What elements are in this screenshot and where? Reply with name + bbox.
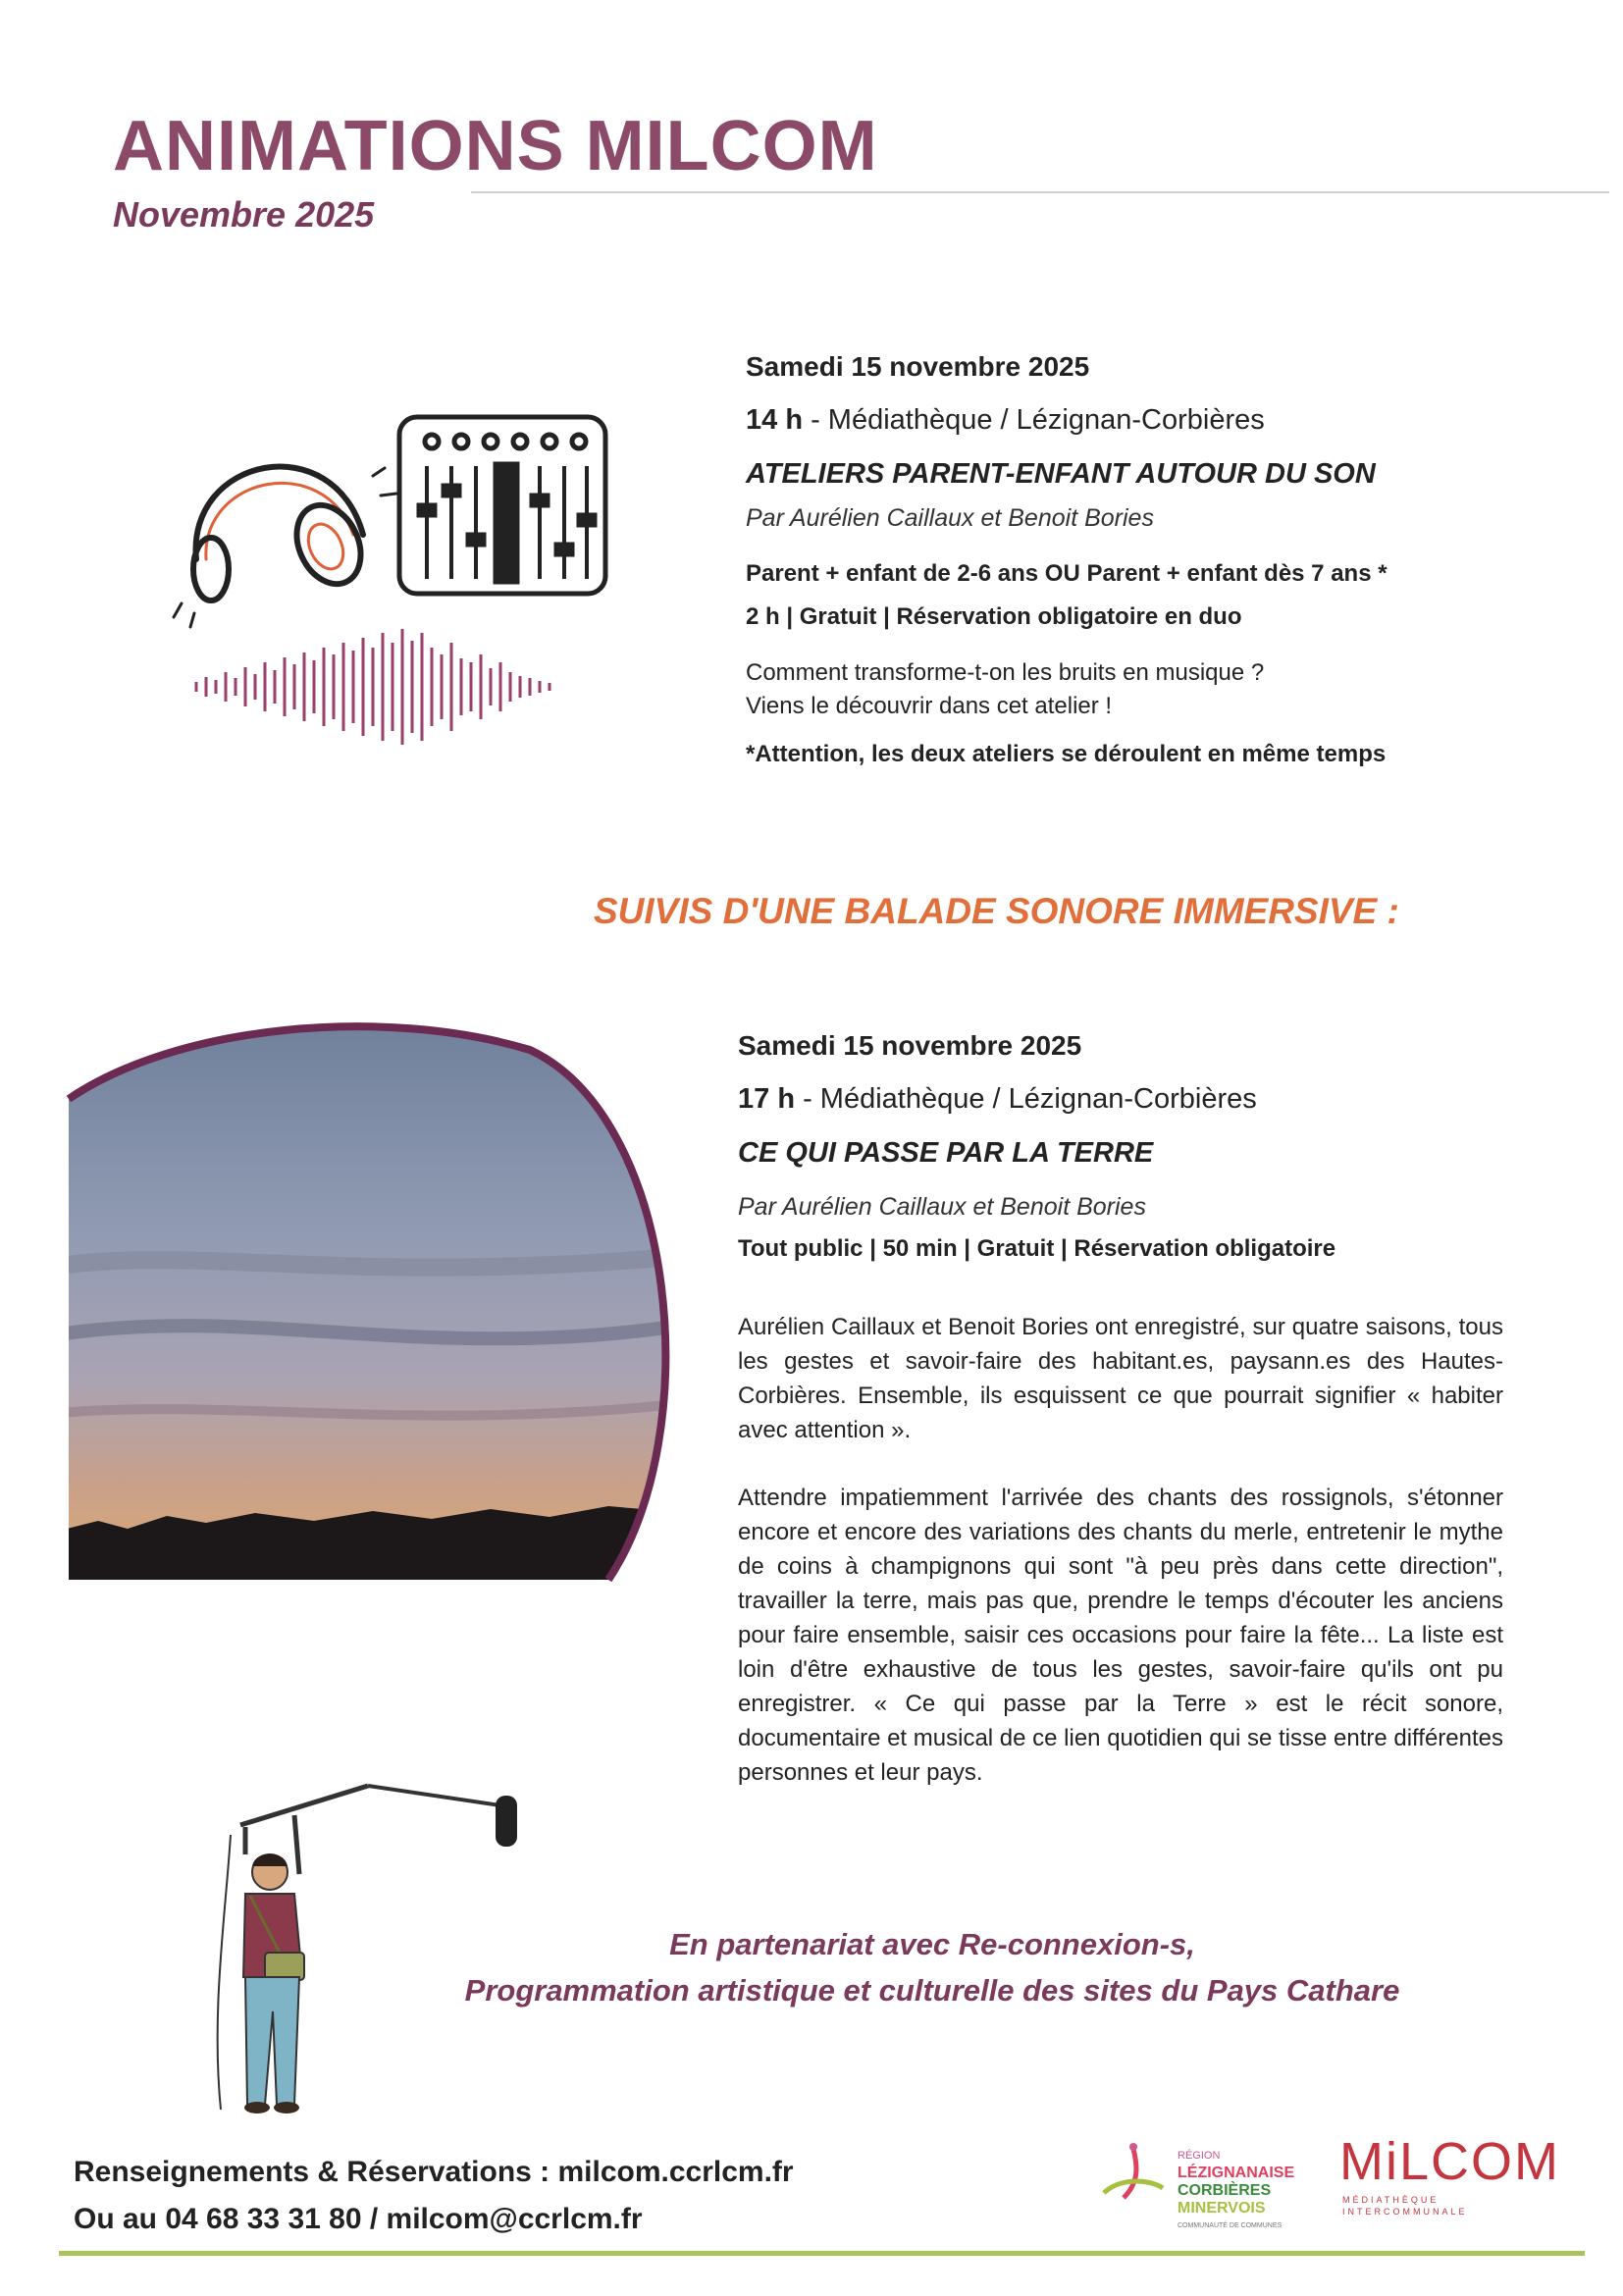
- milcom-sub-1: MÉDIATHÈQUE: [1342, 2195, 1440, 2205]
- event-2: [738, 1030, 1503, 1790]
- event-2-details: Tout public | 50 min | Gratuit | Réservation obligatoire: [738, 1235, 1336, 1262]
- section-heading: SUIVIS D'UNE BALADE SONORE IMMERSIVE :: [594, 891, 1399, 931]
- sound-illustration: [167, 397, 638, 751]
- event-1-place: - Médiathèque / Lézignan-Corbières: [803, 404, 1265, 436]
- event-1-note: *Attention, les deux ateliers se déroulent en même temps: [746, 741, 1387, 767]
- region-minervois: MINERVOIS: [1178, 2200, 1266, 2217]
- event-2-paragraph-1: Aurélien Caillaux et Benoit Bories ont enregistré, sur quatre saisons, tous les gestes et savoir-faire des habitant.es, paysann.es des Hautes-Corbières. Ensemble, ils esquissent ce que pourrait signifier « habiter avec attention ».: [738, 1314, 1503, 1443]
- footer-divider: [59, 2251, 1585, 2256]
- sunset-photo: [59, 1011, 687, 1619]
- page-subtitle: Novembre 2025: [113, 194, 375, 235]
- partnership-line-1: En partenariat avec Re-connexion-s,: [669, 1927, 1195, 1961]
- header-divider: [471, 191, 1609, 193]
- contact-info: [74, 2149, 794, 2243]
- milcom-logo: MiLCOM: [1339, 2132, 1560, 2191]
- headphones-icon: [174, 467, 396, 627]
- event-2-time-place: [738, 1083, 1503, 1116]
- event-1: [746, 351, 1492, 768]
- event-2-place: - Médiathèque / Lézignan-Corbières: [795, 1083, 1257, 1115]
- event-1-date: Samedi 15 novembre 2025: [746, 351, 1090, 382]
- milcom-sub-2: INTERCOMMUNALE: [1342, 2207, 1468, 2217]
- region-label: RÉGION: [1178, 2150, 1221, 2162]
- boom-microphone-icon: [240, 1786, 517, 1847]
- event-2-date: Samedi 15 novembre 2025: [738, 1030, 1082, 1061]
- event-1-time: 14 h: [746, 404, 804, 436]
- waveform-icon: [196, 629, 550, 745]
- event-1-desc-line-1: Comment transforme-t-on les bruits en musique ?: [746, 659, 1265, 686]
- contact-line-2: Ou au 04 68 33 31 80 / milcom@ccrlcm.fr: [74, 2203, 643, 2235]
- contact-line-1: Renseignements & Réservations : milcom.ccrlcm.fr: [74, 2156, 794, 2188]
- region-communaute: COMMUNAUTÉ DE COMMUNES: [1178, 2222, 1283, 2229]
- mixer-icon: [399, 417, 605, 594]
- event-1-description: [746, 656, 1492, 723]
- event-1-desc-line-2: Viens le découvrir dans cet atelier !: [746, 693, 1113, 719]
- region-corbieres: CORBIÈRES: [1178, 2182, 1272, 2199]
- partnership-line-2: Programmation artistique et culturelle des sites du Pays Cathare: [464, 1973, 1400, 2008]
- event-2-time: 17 h: [738, 1083, 796, 1115]
- event-1-time-place: [746, 404, 1492, 437]
- region-lezignanaise: LÉZIGNANAISE: [1178, 2165, 1295, 2181]
- event-2-by: Par Aurélien Caillaux et Benoit Bories: [738, 1193, 1146, 1221]
- region-logo-mark-icon: [1094, 2139, 1173, 2218]
- event-2-paragraph-2: Attendre impatiemment l'arrivée des chants des rossignols, s'étonner encore et encore des variations des chants du merle, entretenir le mythe de coins à champignons qui sont "à peu près dans cette direction", travailler la terre, mais pas que, prendre le temps d'écouter les anciens pour faire ensemble, saisir ces occasions pour faire la fête... La liste est loin d'être exhaustive de tous les gestes, savoir-faire qu'ils ont pu enregistrer. « Ce qui passe par la Terre » est le récit sonore, documentaire et musical de ce lien quotidien qui se tisse entre différentes personnes et leur pays.: [738, 1485, 1504, 1786]
- page-title: ANIMATIONS MILCOM: [113, 107, 878, 185]
- event-1-details: 2 h | Gratuit | Réservation obligatoire en duo: [746, 603, 1242, 630]
- milcom-logo-subtitle: [1342, 2194, 1468, 2218]
- event-1-title: ATELIERS PARENT-ENFANT AUTOUR DU SON: [746, 458, 1376, 490]
- event-1-by: Par Aurélien Caillaux et Benoit Bories: [746, 504, 1154, 532]
- partnership-note: [294, 1921, 1570, 2013]
- region-logo-text: [1178, 2147, 1294, 2235]
- event-1-audience: Parent + enfant de 2-6 ans OU Parent + enfant dès 7 ans *: [746, 560, 1387, 587]
- event-2-title: CE QUI PASSE PAR LA TERRE: [738, 1137, 1154, 1169]
